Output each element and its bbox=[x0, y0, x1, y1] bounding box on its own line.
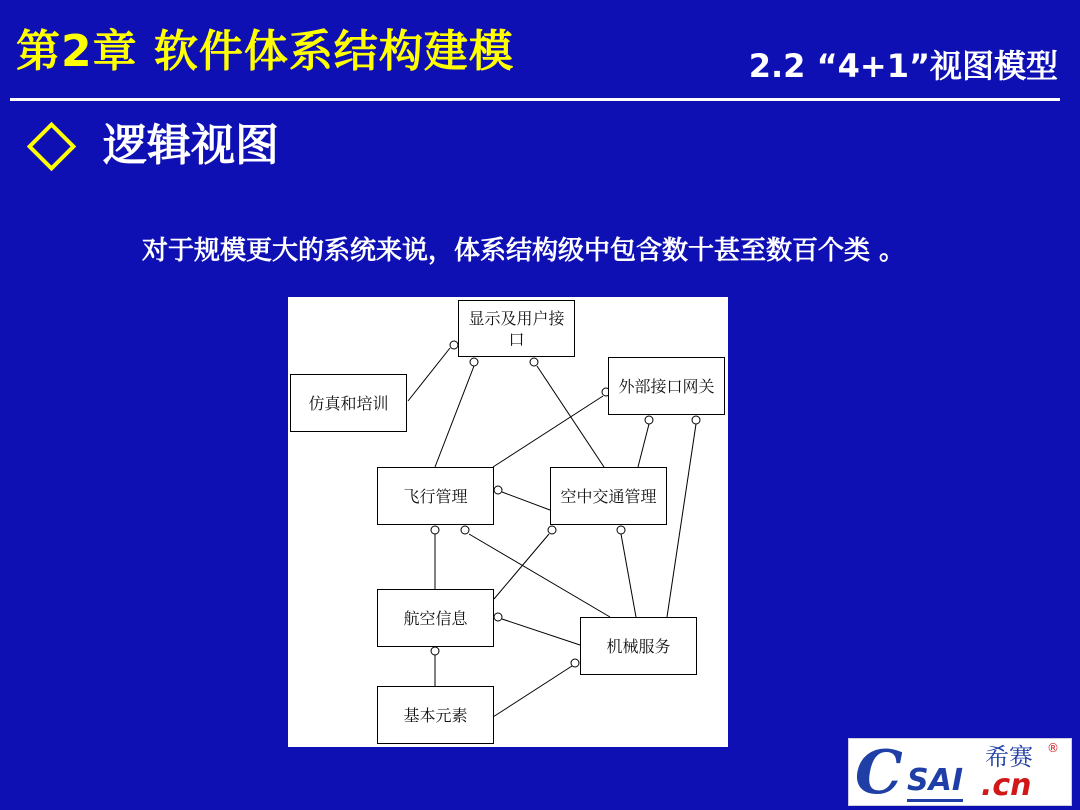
node-display-user-interface: 显示及用户接口 bbox=[458, 300, 575, 357]
port-aeroinfo-right bbox=[494, 613, 502, 621]
connector-flight-atc bbox=[502, 492, 550, 510]
connector-mechanical-gateway bbox=[667, 424, 696, 617]
connector-atc-mechanical bbox=[621, 534, 636, 617]
connector-flight-gateway bbox=[493, 396, 603, 467]
logo-cn: .cn bbox=[981, 768, 1032, 803]
port-gateway-bottom-left bbox=[645, 416, 653, 424]
port-display-bottom-left bbox=[470, 358, 478, 366]
node-air-traffic-management: 空中交通管理 bbox=[550, 467, 667, 525]
connector-basic-mechanical bbox=[493, 666, 572, 717]
logo-xisai: 希赛 bbox=[985, 743, 1033, 771]
connector-aeroinfo-mechanical bbox=[502, 619, 580, 645]
body-paragraph bbox=[110, 232, 990, 270]
csai-logo bbox=[848, 738, 1072, 806]
body-paragraph-text: 对于规模更大的系统来说，体系结构级中包含数十甚至数百个类 。 bbox=[142, 236, 906, 266]
section-reference: 2.2 “4+1”视图模型 bbox=[748, 47, 1058, 85]
logo-letter-c: C bbox=[855, 738, 903, 808]
node-simulation-training: 仿真和培训 bbox=[290, 374, 407, 432]
chapter-title: 第2章 软件体系结构建模 bbox=[16, 26, 514, 77]
logical-view-diagram bbox=[288, 297, 728, 747]
port-atc-bottom-right bbox=[617, 526, 625, 534]
node-flight-management: 飞行管理 bbox=[377, 467, 494, 525]
logo-sai: SAI bbox=[907, 763, 963, 802]
connector-simulation-display bbox=[408, 348, 450, 401]
port-mechanical-left bbox=[571, 659, 579, 667]
port-aeroinfo-bottom bbox=[431, 647, 439, 655]
port-display-left bbox=[450, 341, 458, 349]
port-flight-right bbox=[494, 486, 502, 494]
diamond-bullet-icon bbox=[27, 121, 76, 170]
port-atc-bottom-left bbox=[548, 526, 556, 534]
port-flight-bottom-left bbox=[431, 526, 439, 534]
node-external-interface-gateway: 外部接口网关 bbox=[608, 357, 725, 415]
connector-aeroinfo-atc bbox=[494, 534, 549, 599]
port-gateway-bottom-right bbox=[692, 416, 700, 424]
node-basic-elements: 基本元素 bbox=[377, 686, 494, 744]
node-mechanical-services: 机械服务 bbox=[580, 617, 697, 675]
node-aeronautical-information: 航空信息 bbox=[377, 589, 494, 647]
connector-atc-gateway bbox=[638, 424, 649, 467]
port-flight-bottom-right bbox=[461, 526, 469, 534]
section-heading bbox=[22, 116, 279, 176]
connector-flight-display bbox=[435, 366, 474, 467]
title-divider bbox=[10, 98, 1060, 101]
registered-mark-icon: ® bbox=[1047, 741, 1059, 755]
port-display-bottom-right bbox=[530, 358, 538, 366]
section-heading-text: 逻辑视图 bbox=[103, 120, 279, 171]
